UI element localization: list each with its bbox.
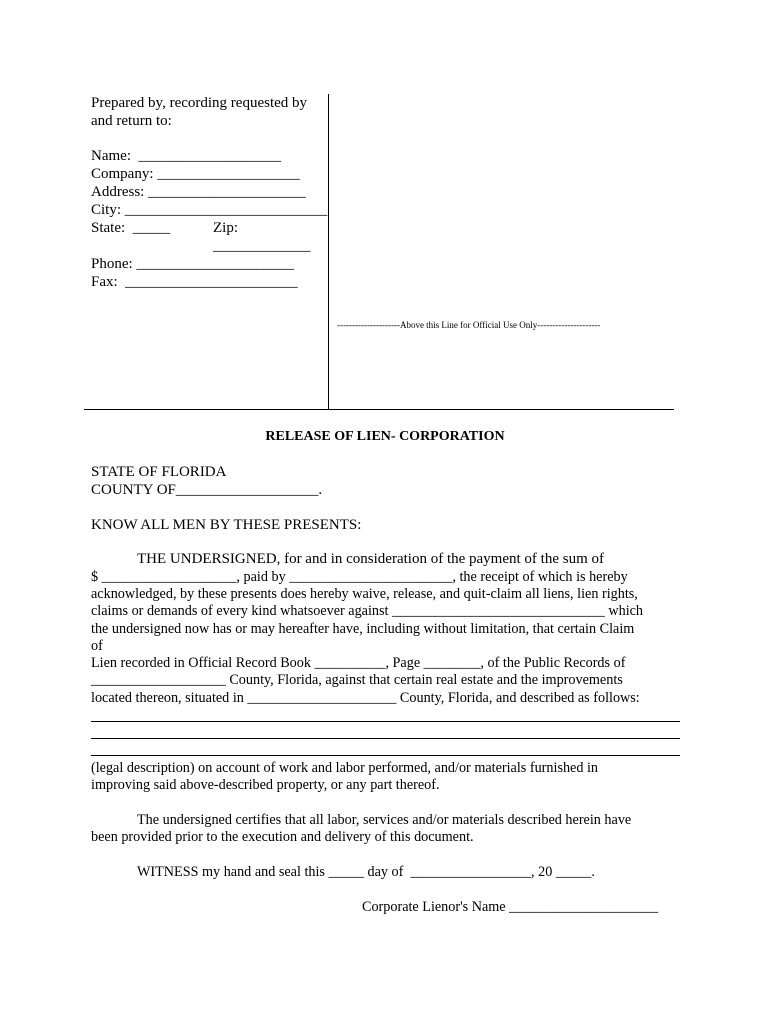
state-line: STATE OF FLORIDA	[91, 464, 227, 480]
return-to-line: and return to:	[91, 113, 172, 129]
para1-line: located thereon, situated in _____________________ County, Florida, and described as follows:	[91, 690, 640, 706]
para1-line: ___________________ County, Florida, against that certain real estate and the improvements	[91, 672, 623, 688]
company-field: Company: ___________________	[91, 166, 300, 182]
official-use-note: ---------------------Above this Line for Official Use Only---------------------	[337, 320, 601, 330]
para3-line: been provided prior to the execution and delivery of this document.	[91, 829, 474, 845]
para1-line: of	[91, 638, 103, 654]
state-field: State: _____	[91, 220, 171, 236]
para1-line: acknowledged, by these presents does hereby waive, release, and quit-claim all liens, lien rights,	[91, 586, 638, 602]
para2-line: (legal description) on account of work and labor performed, and/or materials furnished in	[91, 760, 599, 776]
header-divider-horizontal	[84, 409, 674, 410]
para1-line: THE UNDERSIGNED, for and in consideration of the payment of the sum of	[137, 551, 604, 567]
legal-description-line	[91, 755, 680, 756]
corporate-lienor-name: Corporate Lienor's Name _____________________	[362, 899, 659, 915]
document-title: RELEASE OF LIEN- CORPORATION	[265, 429, 505, 444]
name-field: Name: ___________________	[91, 148, 281, 164]
header-divider-vertical	[328, 94, 329, 410]
know-all-men: KNOW ALL MEN BY THESE PRESENTS:	[91, 517, 362, 533]
para1-line: Lien recorded in Official Record Book __________, Page ________, of the Public Records of	[91, 655, 626, 671]
legal-description-line	[91, 738, 680, 739]
witness-line: WITNESS my hand and seal this _____ day of _________________, 20 _____.	[137, 864, 595, 880]
fax-field: Fax: _______________________	[91, 274, 298, 290]
prepared-by-line: Prepared by, recording requested by	[91, 95, 308, 111]
para1-line: claims or demands of every kind whatsoever against ______________________________ which	[91, 603, 644, 619]
para1-line: $ ___________________, paid by _______________________, the receipt of which is hereby	[91, 569, 628, 585]
para1-line: the undersigned now has or may hereafter have, including without limitation, that certain Claim	[91, 621, 635, 637]
city-field: City: ___________________________	[91, 202, 328, 218]
legal-description-line	[91, 721, 680, 722]
county-line: COUNTY OF___________________.	[91, 482, 323, 498]
phone-field: Phone: _____________________	[91, 256, 294, 272]
para2-line: improving said above-described property, or any part thereof.	[91, 777, 440, 793]
zip-label: Zip:	[213, 220, 238, 236]
zip-field: _____________	[213, 238, 311, 254]
address-field: Address: _____________________	[91, 184, 306, 200]
para3-line: The undersigned certifies that all labor, services and/or materials described herein have	[137, 812, 632, 828]
